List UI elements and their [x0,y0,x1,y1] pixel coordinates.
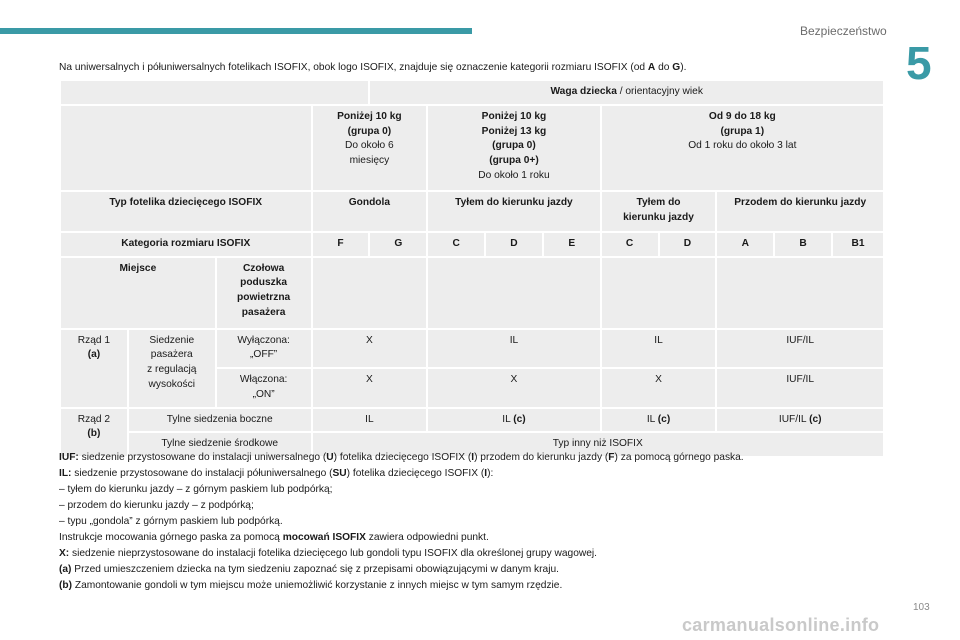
table-cell: IL [601,329,717,369]
table-cell: IUF/IL [716,368,884,408]
category-cell: B [774,232,832,257]
table-cell [60,80,369,105]
type-cell: Gondola [312,191,428,232]
intro-paragraph: Na uniwersalnych i półuniwersalnych fotelikach ISOFIX, obok logo ISOFIX, znajduje się oznaczenie kategorii rozmiaru ISOFIX (od A do G). [59,62,687,73]
group-cell: Poniżej 10 kg (grupa 0) Do około 6 miesięcy [312,105,428,191]
category-cell: C [601,232,659,257]
table-row [60,191,884,232]
note-iuf: IUF: siedzenie przystosowane do instalacji uniwersalnego (U) fotelika dziecięcego ISOFIX (I) przodem do kierunku jazdy (F) za pomocą górnego paska. [59,452,744,463]
table-row [60,232,884,257]
seat-label: Siedzenie pasażera z regulacją wysokości [128,329,216,408]
category-cell: E [543,232,601,257]
table-cell [427,257,600,329]
type-cell: Tyłem do kierunku jazdy [427,191,600,232]
category-cell: G [369,232,427,257]
note-dash: – przodem do kierunku jazdy – z podpórką; [59,500,254,512]
note-dash: – tyłem do kierunku jazdy – z górnym paskiem lub podpórką; [59,484,333,496]
isofix-table [59,79,885,458]
note-mount: Instrukcje mocowania górnego paska za pomocą mocowań ISOFIX zawiera odpowiedni punkt. [59,532,489,544]
table-cell: IL [427,329,600,369]
table-cell: IUF/IL (c) [716,408,884,433]
table-cell: IUF/IL [716,329,884,369]
table-cell: IL (c) [601,408,717,433]
table-cell [60,105,312,191]
airbag-on-label: Włączona: „ON” [216,368,312,408]
table-cell [601,257,717,329]
table-cell: Typ inny niż ISOFIX [312,432,884,457]
type-label: Typ fotelika dziecięcego ISOFIX [60,191,312,232]
row2-label: Rząd 2 (b) [60,408,128,458]
page-number: 103 [913,602,930,613]
note-dash: – typu „gondola” z górnym paskiem lub podpórką. [59,516,283,528]
weight-header: Waga dziecka / orientacyjny wiek [369,80,884,105]
table-cell [716,257,884,329]
table-row [60,257,884,329]
airbag-off-label: Wyłączona: „OFF” [216,329,312,369]
watermark: carmanualsonline.info [682,615,880,635]
category-cell: D [485,232,543,257]
group-cell: Poniżej 10 kg Poniżej 13 kg (grupa 0) (grupa 0+) Do około 1 roku [427,105,600,191]
side-seats-label: Tylne siedzenia boczne [128,408,312,433]
category-cell: B1 [832,232,884,257]
airbag-label: Czołowa poduszka powietrzna pasażera [216,257,312,329]
table-cell: IL [312,408,428,433]
header-accent-bar [0,28,472,34]
section-title: Bezpieczeństwo [800,24,887,38]
center-seat-label: Tylne siedzenie środkowe [128,432,312,457]
category-cell: F [312,232,370,257]
type-cell: Przodem do kierunku jazdy [716,191,884,232]
row1-label: Rząd 1 (a) [60,329,128,408]
note-b: (b) Zamontowanie gondoli w tym miejscu może uniemożliwić korzystanie z innych miejsc w tym samym rzędzie. [59,580,563,592]
type-cell: Tyłem do kierunku jazdy [601,191,717,232]
table-row [60,329,884,369]
table-cell: X [427,368,600,408]
notes-section [59,450,744,594]
table-cell: X [601,368,717,408]
group-cell: Od 9 do 18 kg (grupa 1) Od 1 roku do około 3 lat [601,105,884,191]
table-cell: IL (c) [427,408,600,433]
table-row [60,105,884,191]
category-cell: A [716,232,774,257]
category-cell: D [659,232,717,257]
table-cell: X [312,329,428,369]
note-a: (a) Przed umieszczeniem dziecka na tym siedzeniu zapoznać się z przepisami obowiązującymi w danym kraju. [59,564,559,576]
chapter-number: 5 [906,37,932,89]
table-row [60,408,884,433]
category-cell: C [427,232,485,257]
table-row [60,80,884,105]
note-x: X: siedzenie nieprzystosowane do instalacji fotelika dziecięcego lub gondoli typu ISOFIX dla określonej grupy wagowej. [59,548,597,560]
table-cell [312,257,428,329]
table-cell: X [312,368,428,408]
category-label: Kategoria rozmiaru ISOFIX [60,232,312,257]
note-il: IL: siedzenie przystosowane do instalacji półuniwersalnego (SU) fotelika dziecięcego ISOFIX (I): [59,468,494,480]
place-label: Miejsce [60,257,216,329]
